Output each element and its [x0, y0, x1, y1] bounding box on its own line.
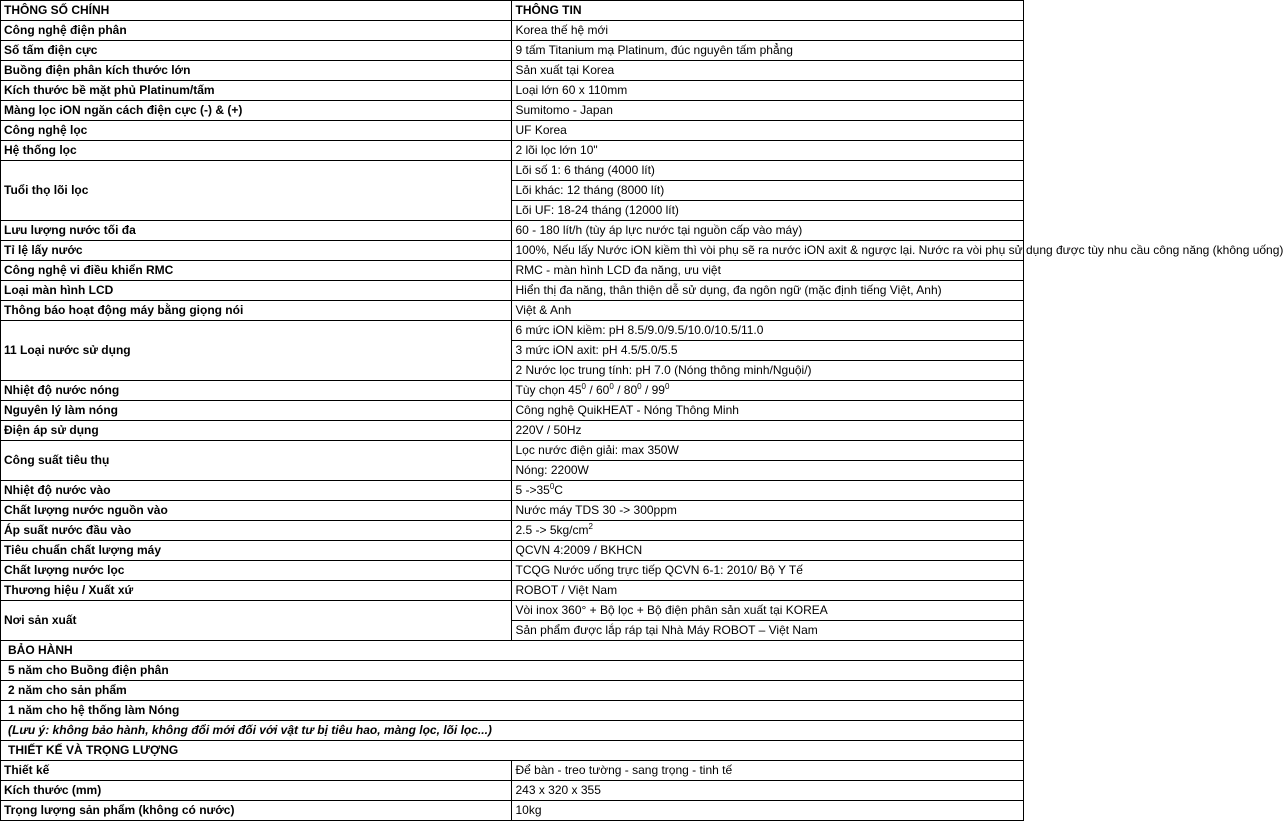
spec-value: QCVN 4:2009 / BKHCN	[512, 541, 1024, 561]
table-row	[1, 321, 1024, 341]
table-row	[1, 121, 1024, 141]
spec-value: Sản phẩm được lắp ráp tại Nhà Máy ROBOT – Việt Nam	[512, 621, 1024, 641]
spec-key: Kích thước bề mặt phủ Platinum/tấm	[1, 81, 512, 101]
spec-value: Lọc nước điện giải: max 350W	[512, 441, 1024, 461]
spec-value-hot-temperature	[512, 381, 1024, 401]
table-row	[1, 801, 1024, 821]
table-row	[1, 41, 1024, 61]
table-row	[1, 781, 1024, 801]
spec-value: Nóng: 2200W	[512, 461, 1024, 481]
warranty-item: 1 năm cho hệ thống làm Nóng	[1, 701, 1024, 721]
spec-value: Nước máy TDS 30 -> 300ppm	[512, 501, 1024, 521]
spec-key: Áp suất nước đầu vào	[1, 521, 512, 541]
hot-temp-text: / 80	[613, 383, 638, 397]
spec-value-inlet-temperature	[512, 481, 1024, 501]
spec-key: Nguyên lý làm nóng	[1, 401, 512, 421]
spec-value: RMC - màn hình LCD đa năng, ưu việt	[512, 261, 1024, 281]
spec-value: 2 lõi lọc lớn 10"	[512, 141, 1024, 161]
table-row	[1, 381, 1024, 401]
spec-key: Buồng điện phân kích thước lớn	[1, 61, 512, 81]
spec-key: Tỉ lệ lấy nước	[1, 241, 512, 261]
table-row	[1, 81, 1024, 101]
header-value: THÔNG TIN	[512, 1, 1024, 21]
spec-key: Hệ thống lọc	[1, 141, 512, 161]
spec-key: Thông báo hoạt động máy bằng giọng nói	[1, 301, 512, 321]
warranty-section-row	[1, 641, 1024, 661]
inlet-temp-unit: C	[554, 483, 563, 497]
spec-value: 220V / 50Hz	[512, 421, 1024, 441]
spec-value: 60 - 180 lít/h (tùy áp lực nước tại nguồn cấp vào máy)	[512, 221, 1024, 241]
spec-value: Lõi UF: 18-24 tháng (12000 lít)	[512, 201, 1024, 221]
warranty-item: 5 năm cho Buồng điện phân	[1, 661, 1024, 681]
spec-value: Lõi khác: 12 tháng (8000 lít)	[512, 181, 1024, 201]
spec-key: Công nghệ điện phân	[1, 21, 512, 41]
degree-superscript: 0	[609, 382, 614, 391]
spec-value: 2 Nước lọc trung tính: pH 7.0 (Nóng thông minh/Nguội/)	[512, 361, 1024, 381]
spec-value: Hiển thị đa năng, thân thiện dễ sử dụng, đa ngôn ngữ (mặc định tiếng Việt, Anh)	[512, 281, 1024, 301]
degree-superscript: 0	[549, 482, 555, 491]
design-title: THIẾT KẾ VÀ TRỌNG LƯỢNG	[1, 741, 1024, 761]
table-row	[1, 401, 1024, 421]
spec-key: Điện áp sử dụng	[1, 421, 512, 441]
spec-key: Tuổi thọ lõi lọc	[1, 161, 512, 221]
spec-key: Thiết kế	[1, 761, 512, 781]
table-row	[1, 221, 1024, 241]
spec-value-pressure	[512, 521, 1024, 541]
spec-key: Kích thước (mm)	[1, 781, 512, 801]
spec-value: TCQG Nước uống trực tiếp QCVN 6-1: 2010/ Bộ Y Tế	[512, 561, 1024, 581]
spec-value: Lõi số 1: 6 tháng (4000 lít)	[512, 161, 1024, 181]
spec-value: Công nghệ QuikHEAT - Nóng Thông Minh	[512, 401, 1024, 421]
warranty-title: BẢO HÀNH	[1, 641, 1024, 661]
table-row	[1, 101, 1024, 121]
spec-key: Chất lượng nước lọc	[1, 561, 512, 581]
table-row	[1, 581, 1024, 601]
spec-value: 6 mức iON kiềm: pH 8.5/9.0/9.5/10.0/10.5/11.0	[512, 321, 1024, 341]
spec-value: 9 tấm Titanium mạ Platinum, đúc nguyên tấm phẳng	[512, 41, 1024, 61]
table-row	[1, 141, 1024, 161]
spec-key: 11 Loại nước sử dụng	[1, 321, 512, 381]
degree-superscript: 0	[664, 382, 670, 391]
spec-value: 3 mức iON axit: pH 4.5/5.0/5.5	[512, 341, 1024, 361]
degree-superscript: 0	[637, 382, 642, 391]
spec-value: UF Korea	[512, 121, 1024, 141]
table-row	[1, 21, 1024, 41]
table-row	[1, 261, 1024, 281]
table-row	[1, 421, 1024, 441]
spec-key: Trọng lượng sản phẩm (không có nước)	[1, 801, 512, 821]
spec-value: Sản xuất tại Korea	[512, 61, 1024, 81]
spec-key: Nhiệt độ nước vào	[1, 481, 512, 501]
spec-value: Sumitomo - Japan	[512, 101, 1024, 121]
table-row	[1, 61, 1024, 81]
spec-key: Màng lọc iON ngăn cách điện cực (-) & (+)	[1, 101, 512, 121]
spec-key: Chất lượng nước nguồn vào	[1, 501, 512, 521]
spec-key: Nơi sản xuất	[1, 601, 512, 641]
spec-key: Tiêu chuẩn chất lượng máy	[1, 541, 512, 561]
hot-temp-text: / 99	[641, 383, 665, 397]
inlet-temp-text: 5 ->35	[515, 483, 550, 497]
spec-value: 243 x 320 x 355	[512, 781, 1024, 801]
table-row	[1, 161, 1024, 181]
design-section-row	[1, 741, 1024, 761]
table-row	[1, 241, 1024, 261]
hot-temp-text: / 60	[585, 383, 610, 397]
table-row	[1, 541, 1024, 561]
spec-key: Số tấm điện cực	[1, 41, 512, 61]
spec-key: Công nghệ lọc	[1, 121, 512, 141]
table-row	[1, 481, 1024, 501]
spec-value: Korea thế hệ mới	[512, 21, 1024, 41]
warranty-row	[1, 701, 1024, 721]
spec-key: Loại màn hình LCD	[1, 281, 512, 301]
pressure-text: 2.5 -> 5kg/cm	[515, 523, 589, 537]
warranty-row	[1, 681, 1024, 701]
warranty-note-row	[1, 721, 1024, 741]
spec-value: 100%, Nếu lấy Nước iON kiềm thì vòi phụ sẽ ra nước iON axit & ngược lại. Nước ra vòi phụ sử dụng được tùy nhu cầu công năng (không uống)	[512, 241, 1024, 261]
degree-superscript: 0	[581, 382, 586, 391]
table-row	[1, 301, 1024, 321]
spec-value: Loại lớn 60 x 110mm	[512, 81, 1024, 101]
table-row	[1, 561, 1024, 581]
spec-key: Nhiệt độ nước nóng	[1, 381, 512, 401]
table-row	[1, 601, 1024, 621]
table-row	[1, 501, 1024, 521]
spec-key: Lưu lượng nước tối đa	[1, 221, 512, 241]
warranty-item: 2 năm cho sản phẩm	[1, 681, 1024, 701]
warranty-row	[1, 661, 1024, 681]
spec-value: Việt & Anh	[512, 301, 1024, 321]
squared-superscript: 2	[588, 522, 593, 531]
spec-key: Thương hiệu / Xuất xứ	[1, 581, 512, 601]
spec-value: Vòi inox 360° + Bộ lọc + Bộ điện phân sản xuất tại KOREA	[512, 601, 1024, 621]
spec-value: 10kg	[512, 801, 1024, 821]
table-row	[1, 441, 1024, 461]
hot-temp-text: Tùy chọn 45	[515, 383, 582, 397]
spec-value: Để bàn - treo tường - sang trọng - tinh tế	[512, 761, 1024, 781]
warranty-note: (Lưu ý: không bảo hành, không đổi mới đối với vật tư bị tiêu hao, màng lọc, lõi lọc...)	[1, 721, 1024, 741]
table-header-row	[1, 1, 1024, 21]
table-row	[1, 521, 1024, 541]
header-key: THÔNG SỐ CHÍNH	[1, 1, 512, 21]
table-row	[1, 761, 1024, 781]
spec-key: Công nghệ vi điều khiển RMC	[1, 261, 512, 281]
spec-value: ROBOT / Việt Nam	[512, 581, 1024, 601]
spec-key: Công suất tiêu thụ	[1, 441, 512, 481]
table-row	[1, 281, 1024, 301]
